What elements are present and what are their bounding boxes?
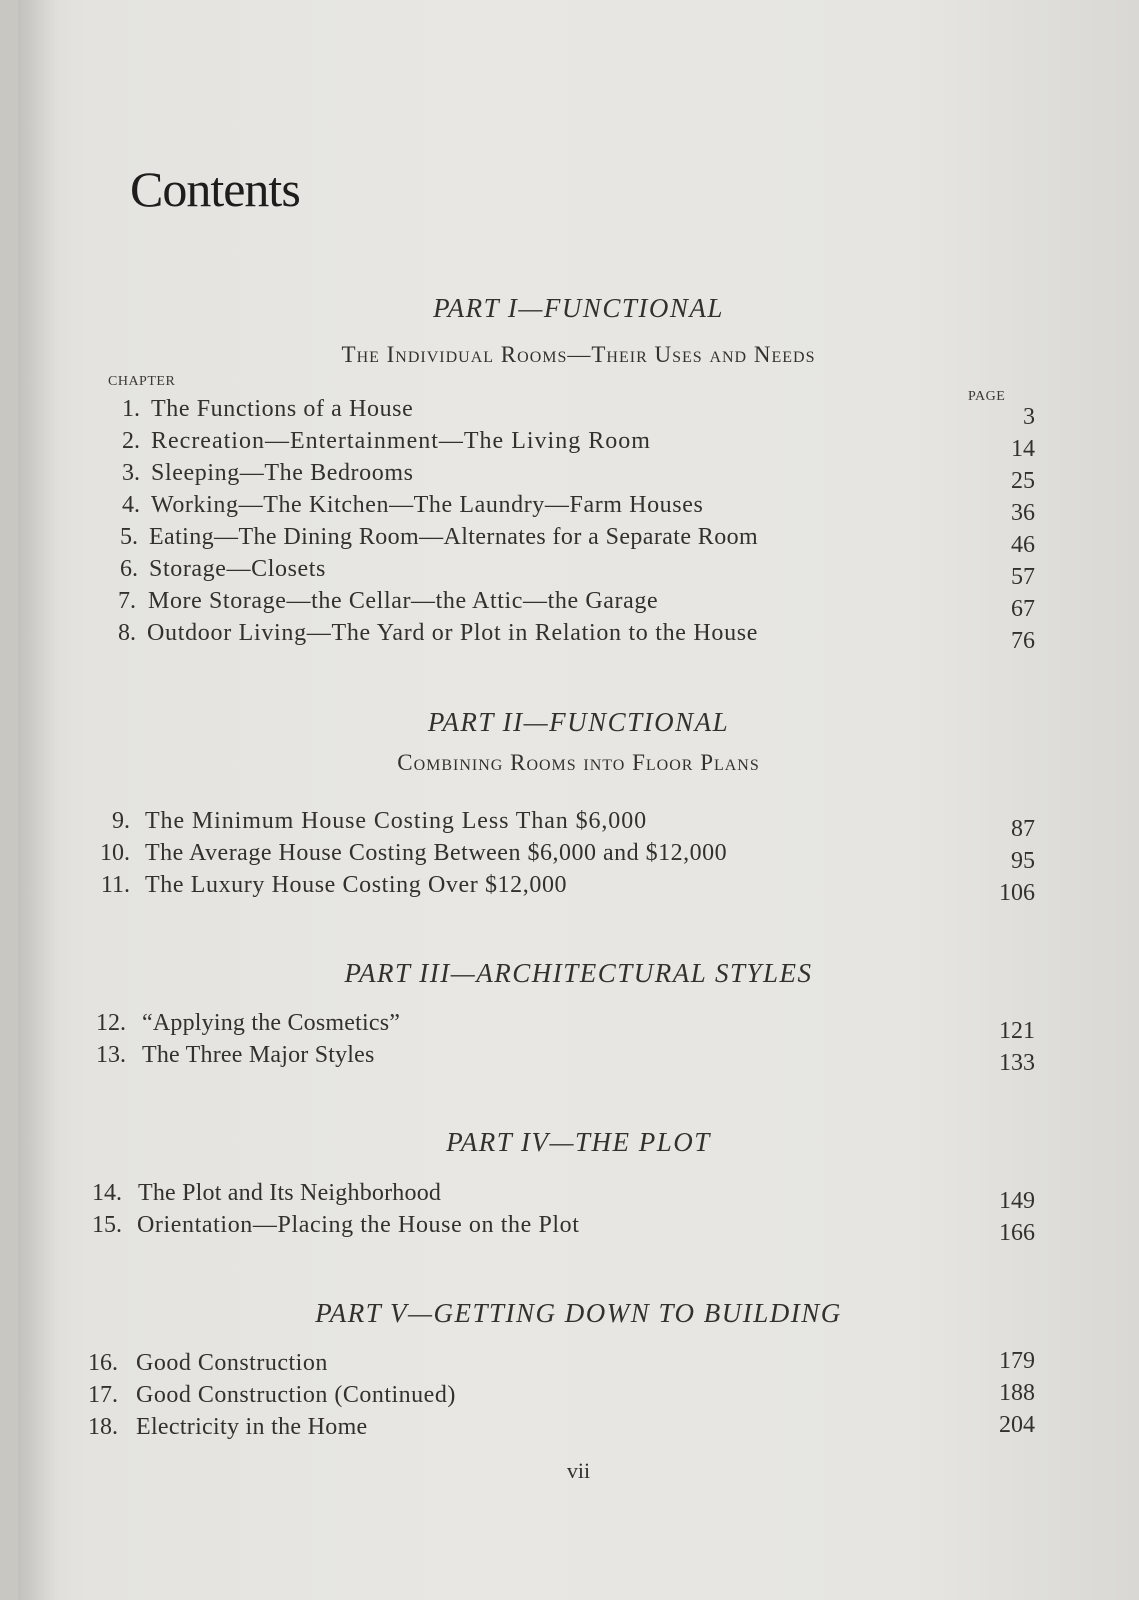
- chapter-title: Good Construction (Continued): [136, 1382, 456, 1408]
- chapter-number: 14.: [92, 1180, 122, 1206]
- toc-entry: [18, 840, 1139, 872]
- part-4-title: PART IV—THE PLOT: [446, 1127, 711, 1157]
- chapter-title: More Storage—the Cellar—the Attic—the Garage: [148, 588, 659, 614]
- part-1-title: PART I—FUNCTIONAL: [433, 293, 724, 323]
- chapter-page: 36: [1011, 500, 1035, 526]
- chapter-page: 121: [999, 1018, 1035, 1044]
- part-3-chapter-list: [18, 1010, 1139, 1074]
- chapter-title: Electricity in the Home: [136, 1414, 368, 1440]
- chapter-page: 179: [999, 1348, 1035, 1374]
- toc-entry: [18, 396, 1139, 428]
- part-1-chapter-list: [18, 396, 1139, 652]
- part-5-title: PART V—GETTING DOWN TO BUILDING: [315, 1298, 842, 1328]
- toc-entry: [18, 1180, 1139, 1212]
- chapter-title: “Applying the Cosmetics”: [142, 1010, 401, 1036]
- chapter-title: The Functions of a House: [151, 396, 414, 422]
- chapter-page: 204: [999, 1412, 1035, 1438]
- chapter-page: 188: [999, 1380, 1035, 1406]
- toc-entry: [18, 620, 1139, 652]
- chapter-number: 12.: [96, 1010, 126, 1036]
- chapter-page: 14: [1011, 436, 1035, 462]
- part-2-subtitle: Combining Rooms into Floor Plans: [397, 750, 760, 775]
- chapter-page: 133: [999, 1050, 1035, 1076]
- toc-entry: [18, 428, 1139, 460]
- toc-entry: [18, 460, 1139, 492]
- part-1-subtitle: The Individual Rooms—Their Uses and Needs: [341, 342, 816, 367]
- chapter-number: 8.: [118, 620, 136, 646]
- toc-entry: [18, 1350, 1139, 1382]
- page-title: Contents: [130, 161, 300, 217]
- chapter-page: 57: [1011, 564, 1035, 590]
- chapter-number: 17.: [88, 1382, 118, 1408]
- chapter-page: 3: [1023, 404, 1035, 430]
- part-2-chapter-list: [18, 808, 1139, 904]
- chapter-title: The Minimum House Costing Less Than $6,000: [145, 808, 648, 834]
- toc-entry: [18, 1212, 1139, 1244]
- chapter-number: 16.: [88, 1350, 118, 1376]
- chapter-page: 46: [1011, 532, 1035, 558]
- chapter-page: 95: [1011, 848, 1035, 874]
- chapter-number: 6.: [120, 556, 138, 582]
- chapter-page: 166: [999, 1220, 1035, 1246]
- chapter-number: 1.: [122, 396, 140, 422]
- chapter-title: Sleeping—The Bedrooms: [151, 460, 414, 486]
- part-3-title: PART III—ARCHITECTURAL STYLES: [344, 958, 813, 988]
- part-2-title: PART II—FUNCTIONAL: [427, 707, 730, 737]
- toc-entry: [18, 872, 1139, 904]
- toc-entry: [18, 808, 1139, 840]
- chapter-title: Eating—The Dining Room—Alternates for a Separate Room: [149, 524, 759, 550]
- page-number-folio: vii: [566, 1458, 591, 1483]
- chapter-page: 25: [1011, 468, 1035, 494]
- toc-entry: [18, 1414, 1139, 1446]
- chapter-page: 87: [1011, 816, 1035, 842]
- chapter-column-label: CHAPTER: [108, 374, 176, 389]
- chapter-number: 3.: [122, 460, 140, 486]
- chapter-number: 10.: [100, 840, 130, 866]
- chapter-number: 11.: [100, 872, 130, 898]
- chapter-number: 5.: [120, 524, 138, 550]
- chapter-title: The Average House Costing Between $6,000 and $12,000: [145, 840, 728, 866]
- chapter-title: Working—The Kitchen—The Laundry—Farm Houses: [151, 492, 704, 518]
- toc-entry: [18, 556, 1139, 588]
- chapter-title: Outdoor Living—The Yard or Plot in Relation to the House: [147, 620, 759, 646]
- toc-entry: [18, 524, 1139, 556]
- chapter-title: Recreation—Entertainment—The Living Room: [151, 428, 651, 454]
- chapter-title: The Three Major Styles: [142, 1042, 375, 1068]
- chapter-page: 67: [1011, 596, 1035, 622]
- chapter-number: 18.: [88, 1414, 118, 1440]
- toc-entry: [18, 1010, 1139, 1042]
- book-page: [18, 0, 1139, 1600]
- chapter-number: 4.: [122, 492, 140, 518]
- part-4-chapter-list: [18, 1180, 1139, 1244]
- chapter-number: 15.: [92, 1212, 122, 1238]
- chapter-page: 149: [999, 1188, 1035, 1214]
- chapter-title: Good Construction: [136, 1350, 328, 1376]
- chapter-title: Storage—Closets: [149, 556, 326, 582]
- chapter-page: 106: [999, 880, 1035, 906]
- toc-entry: [18, 492, 1139, 524]
- chapter-number: 9.: [112, 808, 130, 834]
- chapter-title: The Luxury House Costing Over $12,000: [145, 872, 568, 898]
- chapter-number: 7.: [118, 588, 136, 614]
- chapter-page: 76: [1011, 628, 1035, 654]
- toc-entry: [18, 1382, 1139, 1414]
- chapter-number: 2.: [122, 428, 140, 454]
- chapter-title: The Plot and Its Neighborhood: [138, 1180, 442, 1206]
- toc-entry: [18, 1042, 1139, 1074]
- chapter-title: Orientation—Placing the House on the Plot: [137, 1212, 580, 1238]
- part-5-chapter-list: [18, 1350, 1139, 1446]
- chapter-number: 13.: [96, 1042, 126, 1068]
- page-column-label: PAGE: [968, 389, 1006, 404]
- toc-entry: [18, 588, 1139, 620]
